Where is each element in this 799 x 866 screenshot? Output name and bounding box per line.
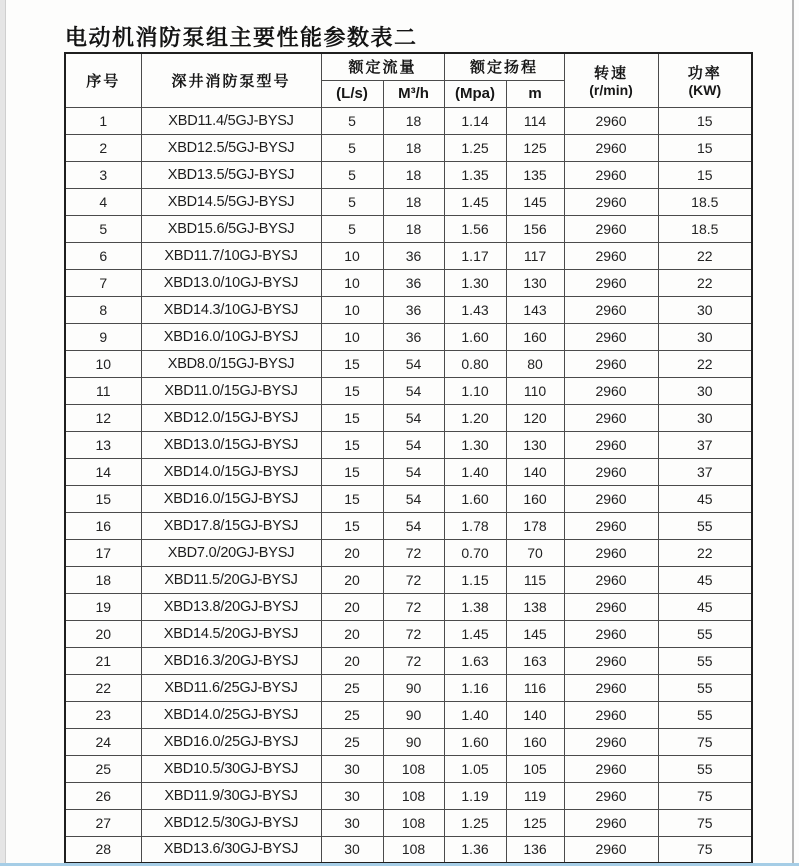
scan-left-edge [0, 0, 6, 866]
cell-flow-m3h: 36 [383, 323, 444, 350]
cell-speed: 2960 [564, 593, 658, 620]
cell-speed: 2960 [564, 674, 658, 701]
cell-power: 22 [658, 242, 752, 269]
cell-head-mpa: 0.80 [444, 350, 506, 377]
cell-model: XBD11.9/30GJ-BYSJ [141, 782, 321, 809]
cell-serial: 24 [65, 728, 141, 755]
cell-flow-ls: 15 [321, 485, 383, 512]
header-row-1 [65, 53, 752, 80]
cell-flow-m3h: 108 [383, 809, 444, 836]
cell-serial: 25 [65, 755, 141, 782]
cell-serial: 2 [65, 134, 141, 161]
table-row [65, 215, 752, 242]
cell-head-mpa: 1.40 [444, 701, 506, 728]
cell-model: XBD12.5/5GJ-BYSJ [141, 134, 321, 161]
cell-flow-ls: 15 [321, 458, 383, 485]
cell-serial: 8 [65, 296, 141, 323]
table-header [65, 53, 752, 107]
cell-flow-m3h: 72 [383, 647, 444, 674]
cell-model: XBD13.0/10GJ-BYSJ [141, 269, 321, 296]
cell-serial: 10 [65, 350, 141, 377]
cell-speed: 2960 [564, 188, 658, 215]
cell-speed: 2960 [564, 647, 658, 674]
cell-flow-m3h: 108 [383, 836, 444, 863]
cell-head-m: 160 [506, 728, 564, 755]
cell-power: 37 [658, 458, 752, 485]
cell-head-mpa: 1.78 [444, 512, 506, 539]
table-row [65, 188, 752, 215]
cell-power: 22 [658, 269, 752, 296]
cell-model: XBD7.0/20GJ-BYSJ [141, 539, 321, 566]
cell-flow-m3h: 72 [383, 620, 444, 647]
cell-head-m: 115 [506, 566, 564, 593]
cell-model: XBD14.5/5GJ-BYSJ [141, 188, 321, 215]
cell-serial: 14 [65, 458, 141, 485]
cell-flow-ls: 15 [321, 350, 383, 377]
cell-model: XBD11.6/25GJ-BYSJ [141, 674, 321, 701]
table-row [65, 620, 752, 647]
cell-head-mpa: 1.60 [444, 323, 506, 350]
cell-model: XBD11.5/20GJ-BYSJ [141, 566, 321, 593]
cell-power: 30 [658, 323, 752, 350]
table-row [65, 755, 752, 782]
cell-model: XBD11.7/10GJ-BYSJ [141, 242, 321, 269]
cell-serial: 5 [65, 215, 141, 242]
header-power-label: 功率 [687, 65, 722, 83]
table-row [65, 566, 752, 593]
cell-flow-ls: 20 [321, 593, 383, 620]
cell-model: XBD14.5/20GJ-BYSJ [141, 620, 321, 647]
table-row [65, 593, 752, 620]
cell-speed: 2960 [564, 323, 658, 350]
cell-head-m: 136 [506, 836, 564, 863]
cell-speed: 2960 [564, 701, 658, 728]
cell-model: XBD16.0/25GJ-BYSJ [141, 728, 321, 755]
cell-head-mpa: 1.10 [444, 377, 506, 404]
cell-flow-m3h: 108 [383, 782, 444, 809]
cell-head-m: 145 [506, 620, 564, 647]
cell-speed: 2960 [564, 755, 658, 782]
table-row [65, 728, 752, 755]
header-rated-flow: 额定流量 [321, 53, 444, 80]
cell-power: 15 [658, 107, 752, 134]
cell-model: XBD13.5/5GJ-BYSJ [141, 161, 321, 188]
table-row [65, 836, 752, 863]
cell-head-mpa: 1.63 [444, 647, 506, 674]
cell-serial: 1 [65, 107, 141, 134]
cell-speed: 2960 [564, 296, 658, 323]
cell-model: XBD12.0/15GJ-BYSJ [141, 404, 321, 431]
cell-flow-m3h: 72 [383, 566, 444, 593]
cell-power: 22 [658, 539, 752, 566]
cell-head-mpa: 1.16 [444, 674, 506, 701]
cell-flow-ls: 30 [321, 782, 383, 809]
cell-speed: 2960 [564, 809, 658, 836]
header-head-m: m [506, 80, 564, 107]
cell-power: 75 [658, 782, 752, 809]
cell-flow-m3h: 36 [383, 242, 444, 269]
cell-head-mpa: 1.56 [444, 215, 506, 242]
cell-power: 75 [658, 809, 752, 836]
cell-flow-ls: 25 [321, 701, 383, 728]
table-row [65, 458, 752, 485]
cell-power: 45 [658, 485, 752, 512]
cell-flow-m3h: 54 [383, 350, 444, 377]
cell-serial: 26 [65, 782, 141, 809]
cell-model: XBD10.5/30GJ-BYSJ [141, 755, 321, 782]
cell-power: 55 [658, 755, 752, 782]
cell-flow-m3h: 54 [383, 377, 444, 404]
cell-head-mpa: 1.20 [444, 404, 506, 431]
cell-speed: 2960 [564, 161, 658, 188]
cell-flow-ls: 30 [321, 755, 383, 782]
cell-head-mpa: 1.60 [444, 728, 506, 755]
cell-model: XBD11.0/15GJ-BYSJ [141, 377, 321, 404]
cell-speed: 2960 [564, 242, 658, 269]
cell-flow-ls: 20 [321, 620, 383, 647]
cell-speed: 2960 [564, 350, 658, 377]
cell-flow-m3h: 90 [383, 728, 444, 755]
cell-head-mpa: 1.25 [444, 809, 506, 836]
table-row [65, 323, 752, 350]
cell-head-m: 105 [506, 755, 564, 782]
cell-flow-m3h: 54 [383, 431, 444, 458]
header-flow-ls: (L/s) [321, 80, 383, 107]
cell-model: XBD13.8/20GJ-BYSJ [141, 593, 321, 620]
table-row [65, 539, 752, 566]
cell-head-m: 156 [506, 215, 564, 242]
cell-head-mpa: 0.70 [444, 539, 506, 566]
table-row [65, 647, 752, 674]
cell-flow-ls: 20 [321, 539, 383, 566]
table-row [65, 161, 752, 188]
cell-head-mpa: 1.35 [444, 161, 506, 188]
cell-head-m: 160 [506, 485, 564, 512]
cell-flow-m3h: 90 [383, 701, 444, 728]
cell-head-mpa: 1.19 [444, 782, 506, 809]
cell-head-mpa: 1.25 [444, 134, 506, 161]
cell-model: XBD16.0/15GJ-BYSJ [141, 485, 321, 512]
cell-model: XBD15.6/5GJ-BYSJ [141, 215, 321, 242]
cell-speed: 2960 [564, 836, 658, 863]
cell-flow-ls: 5 [321, 161, 383, 188]
table-body [65, 107, 752, 863]
cell-serial: 17 [65, 539, 141, 566]
table-row [65, 701, 752, 728]
table-row [65, 782, 752, 809]
cell-head-m: 116 [506, 674, 564, 701]
cell-flow-ls: 20 [321, 647, 383, 674]
cell-flow-ls: 10 [321, 296, 383, 323]
cell-flow-m3h: 72 [383, 593, 444, 620]
cell-model: XBD14.3/10GJ-BYSJ [141, 296, 321, 323]
table-row [65, 134, 752, 161]
cell-serial: 27 [65, 809, 141, 836]
table-row [65, 431, 752, 458]
cell-flow-m3h: 54 [383, 512, 444, 539]
header-power-unit: (KW) [688, 82, 722, 99]
cell-flow-ls: 5 [321, 188, 383, 215]
cell-speed: 2960 [564, 485, 658, 512]
cell-head-m: 110 [506, 377, 564, 404]
cell-head-m: 140 [506, 458, 564, 485]
cell-flow-ls: 20 [321, 566, 383, 593]
cell-power: 37 [658, 431, 752, 458]
cell-flow-m3h: 18 [383, 215, 444, 242]
cell-flow-m3h: 54 [383, 404, 444, 431]
cell-head-m: 143 [506, 296, 564, 323]
cell-head-mpa: 1.14 [444, 107, 506, 134]
cell-serial: 16 [65, 512, 141, 539]
header-power [658, 53, 752, 107]
cell-power: 15 [658, 161, 752, 188]
cell-flow-m3h: 18 [383, 161, 444, 188]
cell-flow-m3h: 36 [383, 296, 444, 323]
table-row [65, 485, 752, 512]
cell-power: 75 [658, 728, 752, 755]
cell-flow-ls: 30 [321, 809, 383, 836]
cell-head-m: 145 [506, 188, 564, 215]
cell-flow-ls: 5 [321, 107, 383, 134]
cell-head-m: 125 [506, 134, 564, 161]
cell-flow-ls: 10 [321, 242, 383, 269]
cell-head-mpa: 1.60 [444, 485, 506, 512]
cell-flow-m3h: 72 [383, 539, 444, 566]
cell-flow-ls: 5 [321, 134, 383, 161]
cell-head-m: 138 [506, 593, 564, 620]
cell-flow-m3h: 108 [383, 755, 444, 782]
cell-head-m: 114 [506, 107, 564, 134]
cell-head-m: 178 [506, 512, 564, 539]
cell-speed: 2960 [564, 431, 658, 458]
table-row [65, 296, 752, 323]
cell-power: 55 [658, 674, 752, 701]
cell-head-m: 117 [506, 242, 564, 269]
cell-serial: 21 [65, 647, 141, 674]
cell-speed: 2960 [564, 107, 658, 134]
table-row [65, 512, 752, 539]
cell-power: 55 [658, 512, 752, 539]
cell-head-m: 163 [506, 647, 564, 674]
cell-flow-m3h: 18 [383, 134, 444, 161]
header-speed-unit: (r/min) [589, 82, 633, 99]
cell-serial: 19 [65, 593, 141, 620]
cell-power: 15 [658, 134, 752, 161]
cell-serial: 3 [65, 161, 141, 188]
cell-flow-ls: 5 [321, 215, 383, 242]
scan-right-edge [792, 0, 794, 866]
cell-speed: 2960 [564, 512, 658, 539]
cell-flow-m3h: 18 [383, 188, 444, 215]
cell-speed: 2960 [564, 620, 658, 647]
cell-flow-ls: 30 [321, 836, 383, 863]
cell-model: XBD16.0/10GJ-BYSJ [141, 323, 321, 350]
cell-head-mpa: 1.30 [444, 269, 506, 296]
cell-flow-m3h: 90 [383, 674, 444, 701]
cell-power: 22 [658, 350, 752, 377]
cell-head-mpa: 1.38 [444, 593, 506, 620]
cell-power: 18.5 [658, 188, 752, 215]
cell-head-m: 70 [506, 539, 564, 566]
cell-head-mpa: 1.15 [444, 566, 506, 593]
cell-head-mpa: 1.43 [444, 296, 506, 323]
cell-speed: 2960 [564, 134, 658, 161]
cell-serial: 6 [65, 242, 141, 269]
cell-head-mpa: 1.40 [444, 458, 506, 485]
cell-power: 55 [658, 620, 752, 647]
cell-flow-ls: 25 [321, 728, 383, 755]
cell-head-m: 80 [506, 350, 564, 377]
cell-head-mpa: 1.45 [444, 620, 506, 647]
cell-serial: 4 [65, 188, 141, 215]
cell-speed: 2960 [564, 269, 658, 296]
cell-model: XBD13.0/15GJ-BYSJ [141, 431, 321, 458]
cell-head-mpa: 1.30 [444, 431, 506, 458]
cell-model: XBD13.6/30GJ-BYSJ [141, 836, 321, 863]
cell-serial: 9 [65, 323, 141, 350]
cell-flow-ls: 10 [321, 323, 383, 350]
header-speed-label: 转速 [594, 65, 629, 83]
cell-model: XBD14.0/25GJ-BYSJ [141, 701, 321, 728]
cell-speed: 2960 [564, 377, 658, 404]
header-head-mpa: (Mpa) [444, 80, 506, 107]
cell-serial: 12 [65, 404, 141, 431]
cell-model: XBD8.0/15GJ-BYSJ [141, 350, 321, 377]
cell-head-m: 135 [506, 161, 564, 188]
cell-model: XBD17.8/15GJ-BYSJ [141, 512, 321, 539]
cell-speed: 2960 [564, 215, 658, 242]
cell-power: 45 [658, 566, 752, 593]
header-speed [564, 53, 658, 107]
cell-head-m: 119 [506, 782, 564, 809]
cell-model: XBD12.5/30GJ-BYSJ [141, 809, 321, 836]
cell-flow-m3h: 54 [383, 458, 444, 485]
table-row [65, 269, 752, 296]
cell-flow-ls: 15 [321, 431, 383, 458]
cell-power: 55 [658, 647, 752, 674]
cell-head-m: 120 [506, 404, 564, 431]
cell-speed: 2960 [564, 728, 658, 755]
cell-speed: 2960 [564, 539, 658, 566]
cell-head-mpa: 1.36 [444, 836, 506, 863]
cell-speed: 2960 [564, 782, 658, 809]
cell-flow-m3h: 36 [383, 269, 444, 296]
cell-power: 18.5 [658, 215, 752, 242]
cell-head-mpa: 1.45 [444, 188, 506, 215]
cell-head-m: 130 [506, 431, 564, 458]
cell-flow-m3h: 18 [383, 107, 444, 134]
cell-model: XBD16.3/20GJ-BYSJ [141, 647, 321, 674]
cell-speed: 2960 [564, 566, 658, 593]
cell-serial: 22 [65, 674, 141, 701]
header-rated-head: 额定扬程 [444, 53, 564, 80]
pump-parameters-table [64, 52, 753, 864]
header-serial: 序号 [65, 53, 141, 107]
cell-flow-ls: 10 [321, 269, 383, 296]
cell-model: XBD11.4/5GJ-BYSJ [141, 107, 321, 134]
cell-power: 45 [658, 593, 752, 620]
cell-serial: 20 [65, 620, 141, 647]
cell-power: 75 [658, 836, 752, 863]
cell-head-mpa: 1.05 [444, 755, 506, 782]
table-row [65, 377, 752, 404]
header-model: 深井消防泵型号 [141, 53, 321, 107]
cell-head-m: 160 [506, 323, 564, 350]
table-row [65, 809, 752, 836]
cell-flow-ls: 25 [321, 674, 383, 701]
cell-flow-ls: 15 [321, 512, 383, 539]
header-flow-m3h: M³/h [383, 80, 444, 107]
cell-speed: 2960 [564, 458, 658, 485]
cell-serial: 13 [65, 431, 141, 458]
cell-power: 30 [658, 377, 752, 404]
cell-flow-ls: 15 [321, 377, 383, 404]
table-row [65, 674, 752, 701]
cell-model: XBD14.0/15GJ-BYSJ [141, 458, 321, 485]
cell-power: 30 [658, 404, 752, 431]
cell-head-m: 130 [506, 269, 564, 296]
cell-serial: 15 [65, 485, 141, 512]
cell-serial: 23 [65, 701, 141, 728]
cell-serial: 28 [65, 836, 141, 863]
cell-speed: 2960 [564, 404, 658, 431]
table-row [65, 350, 752, 377]
cell-flow-ls: 15 [321, 404, 383, 431]
cell-head-m: 140 [506, 701, 564, 728]
cell-head-m: 125 [506, 809, 564, 836]
cell-flow-m3h: 54 [383, 485, 444, 512]
cell-power: 30 [658, 296, 752, 323]
cell-power: 55 [658, 701, 752, 728]
page-title: 电动机消防泵组主要性能参数表二 [65, 21, 727, 57]
table-row [65, 107, 752, 134]
cell-serial: 18 [65, 566, 141, 593]
cell-head-mpa: 1.17 [444, 242, 506, 269]
cell-serial: 7 [65, 269, 141, 296]
cell-serial: 11 [65, 377, 141, 404]
table-row [65, 242, 752, 269]
table-row [65, 404, 752, 431]
